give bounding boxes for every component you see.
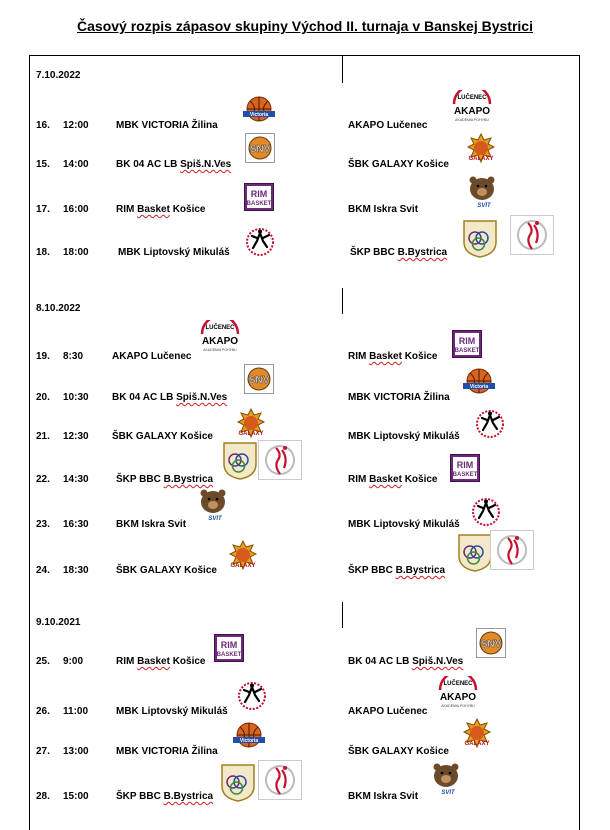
away-team: BK 04 AC LB Spiš.N.Ves: [348, 656, 464, 667]
liptov-player-logo-icon: [474, 408, 506, 440]
game-number: 24.: [36, 565, 50, 576]
day-date: 7.10.2022: [36, 70, 81, 81]
away-team: MBK Liptovský Mikuláš: [348, 519, 460, 530]
home-team: MBK Liptovský Mikuláš: [118, 247, 230, 258]
away-team: MBK VICTORIA Žilina: [348, 392, 450, 403]
away-team: AKAPO Lučenec: [348, 120, 428, 131]
game-time: 15:00: [63, 791, 89, 802]
rim-basket-logo-icon: [214, 634, 244, 662]
game-time: 12:00: [63, 120, 89, 131]
away-team: ŠBK GALAXY Košice: [348, 159, 449, 170]
game-number: 16.: [36, 120, 50, 131]
away-team: RIM Basket Košice: [348, 351, 438, 362]
game-time: 16:30: [63, 519, 89, 530]
svg-text:GALAXY: GALAXY: [468, 156, 494, 162]
game-time: 11:00: [63, 706, 89, 717]
home-team: BKM Iskra Svit: [116, 519, 187, 530]
svg-text:AKADÉMIA POHYBU: AKADÉMIA POHYBU: [455, 118, 489, 122]
svg-text:AKAPO: AKAPO: [201, 336, 239, 347]
home-team: ŠBK GALAXY Košice: [116, 565, 217, 576]
rim-basket-logo-icon: [450, 454, 480, 482]
game-number: 26.: [36, 706, 50, 717]
liptov-player-logo-icon: [236, 680, 268, 712]
game-number: 18.: [36, 247, 50, 258]
game-number: 28.: [36, 791, 50, 802]
away-team: BKM Iskra Svit: [348, 791, 419, 802]
svit-bear-logo-icon: [198, 488, 228, 522]
svg-text:GALAXY: GALAXY: [238, 431, 264, 437]
svit-bear-logo-icon: [467, 175, 497, 209]
home-team: ŠKP BBC B.Bystrica: [116, 474, 214, 485]
column-divider: [342, 55, 343, 83]
snv-logo-icon: [244, 364, 274, 394]
svg-text:Victoria: Victoria: [469, 384, 489, 390]
bbc-player-logo-icon: [510, 215, 554, 255]
svg-text:SNV: SNV: [480, 639, 502, 650]
home-team: RIM Basket Košice: [116, 656, 206, 667]
away-team: ŠBK GALAXY Košice: [348, 746, 449, 757]
game-time: 13:00: [63, 746, 89, 757]
victoria-logo-icon: [232, 722, 266, 750]
home-team: ŠBK GALAXY Košice: [112, 431, 213, 442]
galaxy-logo-icon: [462, 718, 492, 750]
snv-logo-icon: [476, 628, 506, 658]
svg-text:AKAPO: AKAPO: [453, 106, 491, 117]
svg-text:SVIT: SVIT: [477, 203, 491, 209]
svg-text:RIM: RIM: [220, 640, 238, 650]
svg-text:RIM: RIM: [456, 460, 474, 470]
akapo-logo-icon: [196, 320, 244, 356]
column-divider: [342, 288, 343, 314]
game-number: 22.: [36, 474, 50, 485]
bbc-player-logo-icon: [490, 530, 534, 570]
skp-shield-logo-icon: [460, 218, 500, 258]
victoria-logo-icon: [242, 96, 276, 124]
game-number: 17.: [36, 204, 50, 215]
svg-text:AKAPO: AKAPO: [439, 692, 477, 703]
svg-text:SNV: SNV: [248, 375, 270, 386]
game-number: 25.: [36, 656, 50, 667]
game-number: 15.: [36, 159, 50, 170]
svg-text:SVIT: SVIT: [441, 790, 455, 796]
away-team: RIM Basket Košice: [348, 474, 438, 485]
home-team: MBK VICTORIA Žilina: [116, 746, 218, 757]
game-time: 12:30: [63, 431, 89, 442]
svg-text:LUČENEC: LUČENEC: [443, 681, 473, 687]
galaxy-logo-icon: [228, 540, 258, 572]
svg-text:GALAXY: GALAXY: [464, 741, 490, 747]
home-team: MBK Liptovský Mikuláš: [116, 706, 228, 717]
svg-text:BASKET: BASKET: [216, 652, 242, 658]
game-time: 9:00: [63, 656, 84, 667]
rim-basket-logo-icon: [452, 330, 482, 358]
victoria-logo-icon: [462, 368, 496, 396]
game-time: 18:00: [63, 247, 89, 258]
rim-basket-logo-icon: [244, 183, 274, 211]
game-time: 14:00: [63, 159, 89, 170]
game-number: 20.: [36, 392, 50, 403]
svg-text:SNV: SNV: [249, 144, 271, 155]
game-number: 27.: [36, 746, 50, 757]
svg-text:GALAXY: GALAXY: [230, 563, 256, 569]
svg-text:Victoria: Victoria: [249, 112, 269, 118]
home-team: BK 04 AC LB Spiš.N.Ves: [116, 159, 232, 170]
galaxy-logo-icon: [466, 133, 496, 165]
game-number: 21.: [36, 431, 50, 442]
day-date: 8.10.2022: [36, 303, 81, 314]
away-team: ŠKP BBC B.Bystrica: [350, 247, 448, 258]
galaxy-logo-icon: [236, 408, 266, 440]
svg-text:RIM: RIM: [250, 189, 268, 199]
away-team: MBK Liptovský Mikuláš: [348, 431, 460, 442]
liptov-player-logo-icon: [470, 496, 502, 528]
home-team: ŠKP BBC B.Bystrica: [116, 791, 214, 802]
svg-text:SVIT: SVIT: [208, 516, 222, 522]
svg-text:AKADÉMIA POHYBU: AKADÉMIA POHYBU: [203, 348, 237, 352]
svg-text:LUČENEC: LUČENEC: [205, 325, 235, 331]
svit-bear-logo-icon: [431, 762, 461, 796]
schedule-frame: [29, 55, 580, 830]
bbc-player-logo-icon: [258, 440, 302, 480]
game-time: 14:30: [63, 474, 89, 485]
svg-text:BASKET: BASKET: [454, 348, 480, 354]
home-team: RIM Basket Košice: [116, 204, 206, 215]
game-number: 23.: [36, 519, 50, 530]
svg-text:AKADÉMIA POHYBU: AKADÉMIA POHYBU: [441, 704, 475, 708]
akapo-logo-icon: [448, 90, 496, 126]
skp-shield-logo-icon: [218, 762, 258, 802]
skp-shield-logo-icon: [455, 532, 495, 572]
svg-text:BASKET: BASKET: [452, 472, 478, 478]
home-team: AKAPO Lučenec: [112, 351, 192, 362]
snv-logo-icon: [245, 133, 275, 163]
game-time: 10:30: [63, 392, 89, 403]
svg-text:BASKET: BASKET: [246, 201, 272, 207]
game-time: 16:00: [63, 204, 89, 215]
liptov-player-logo-icon: [244, 226, 276, 258]
bbc-player-logo-icon: [258, 760, 302, 800]
svg-text:LUČENEC: LUČENEC: [457, 95, 487, 101]
svg-text:RIM: RIM: [458, 336, 476, 346]
day-date: 9.10.2021: [36, 617, 81, 628]
akapo-logo-icon: [434, 676, 482, 712]
page-title: Časový rozpis zápasov skupiny Východ II. turnaja v Banskej Bystrici: [77, 18, 533, 34]
skp-shield-logo-icon: [220, 440, 260, 480]
game-number: 19.: [36, 351, 50, 362]
game-time: 18:30: [63, 565, 89, 576]
away-team: AKAPO Lučenec: [348, 706, 428, 717]
svg-text:Victoria: Victoria: [239, 738, 259, 744]
home-team: MBK VICTORIA Žilina: [116, 120, 218, 131]
column-divider: [342, 602, 343, 628]
away-team: ŠKP BBC B.Bystrica: [348, 565, 446, 576]
home-team: BK 04 AC LB Spiš.N.Ves: [112, 392, 228, 403]
game-time: 8:30: [63, 351, 84, 362]
away-team: BKM Iskra Svit: [348, 204, 419, 215]
